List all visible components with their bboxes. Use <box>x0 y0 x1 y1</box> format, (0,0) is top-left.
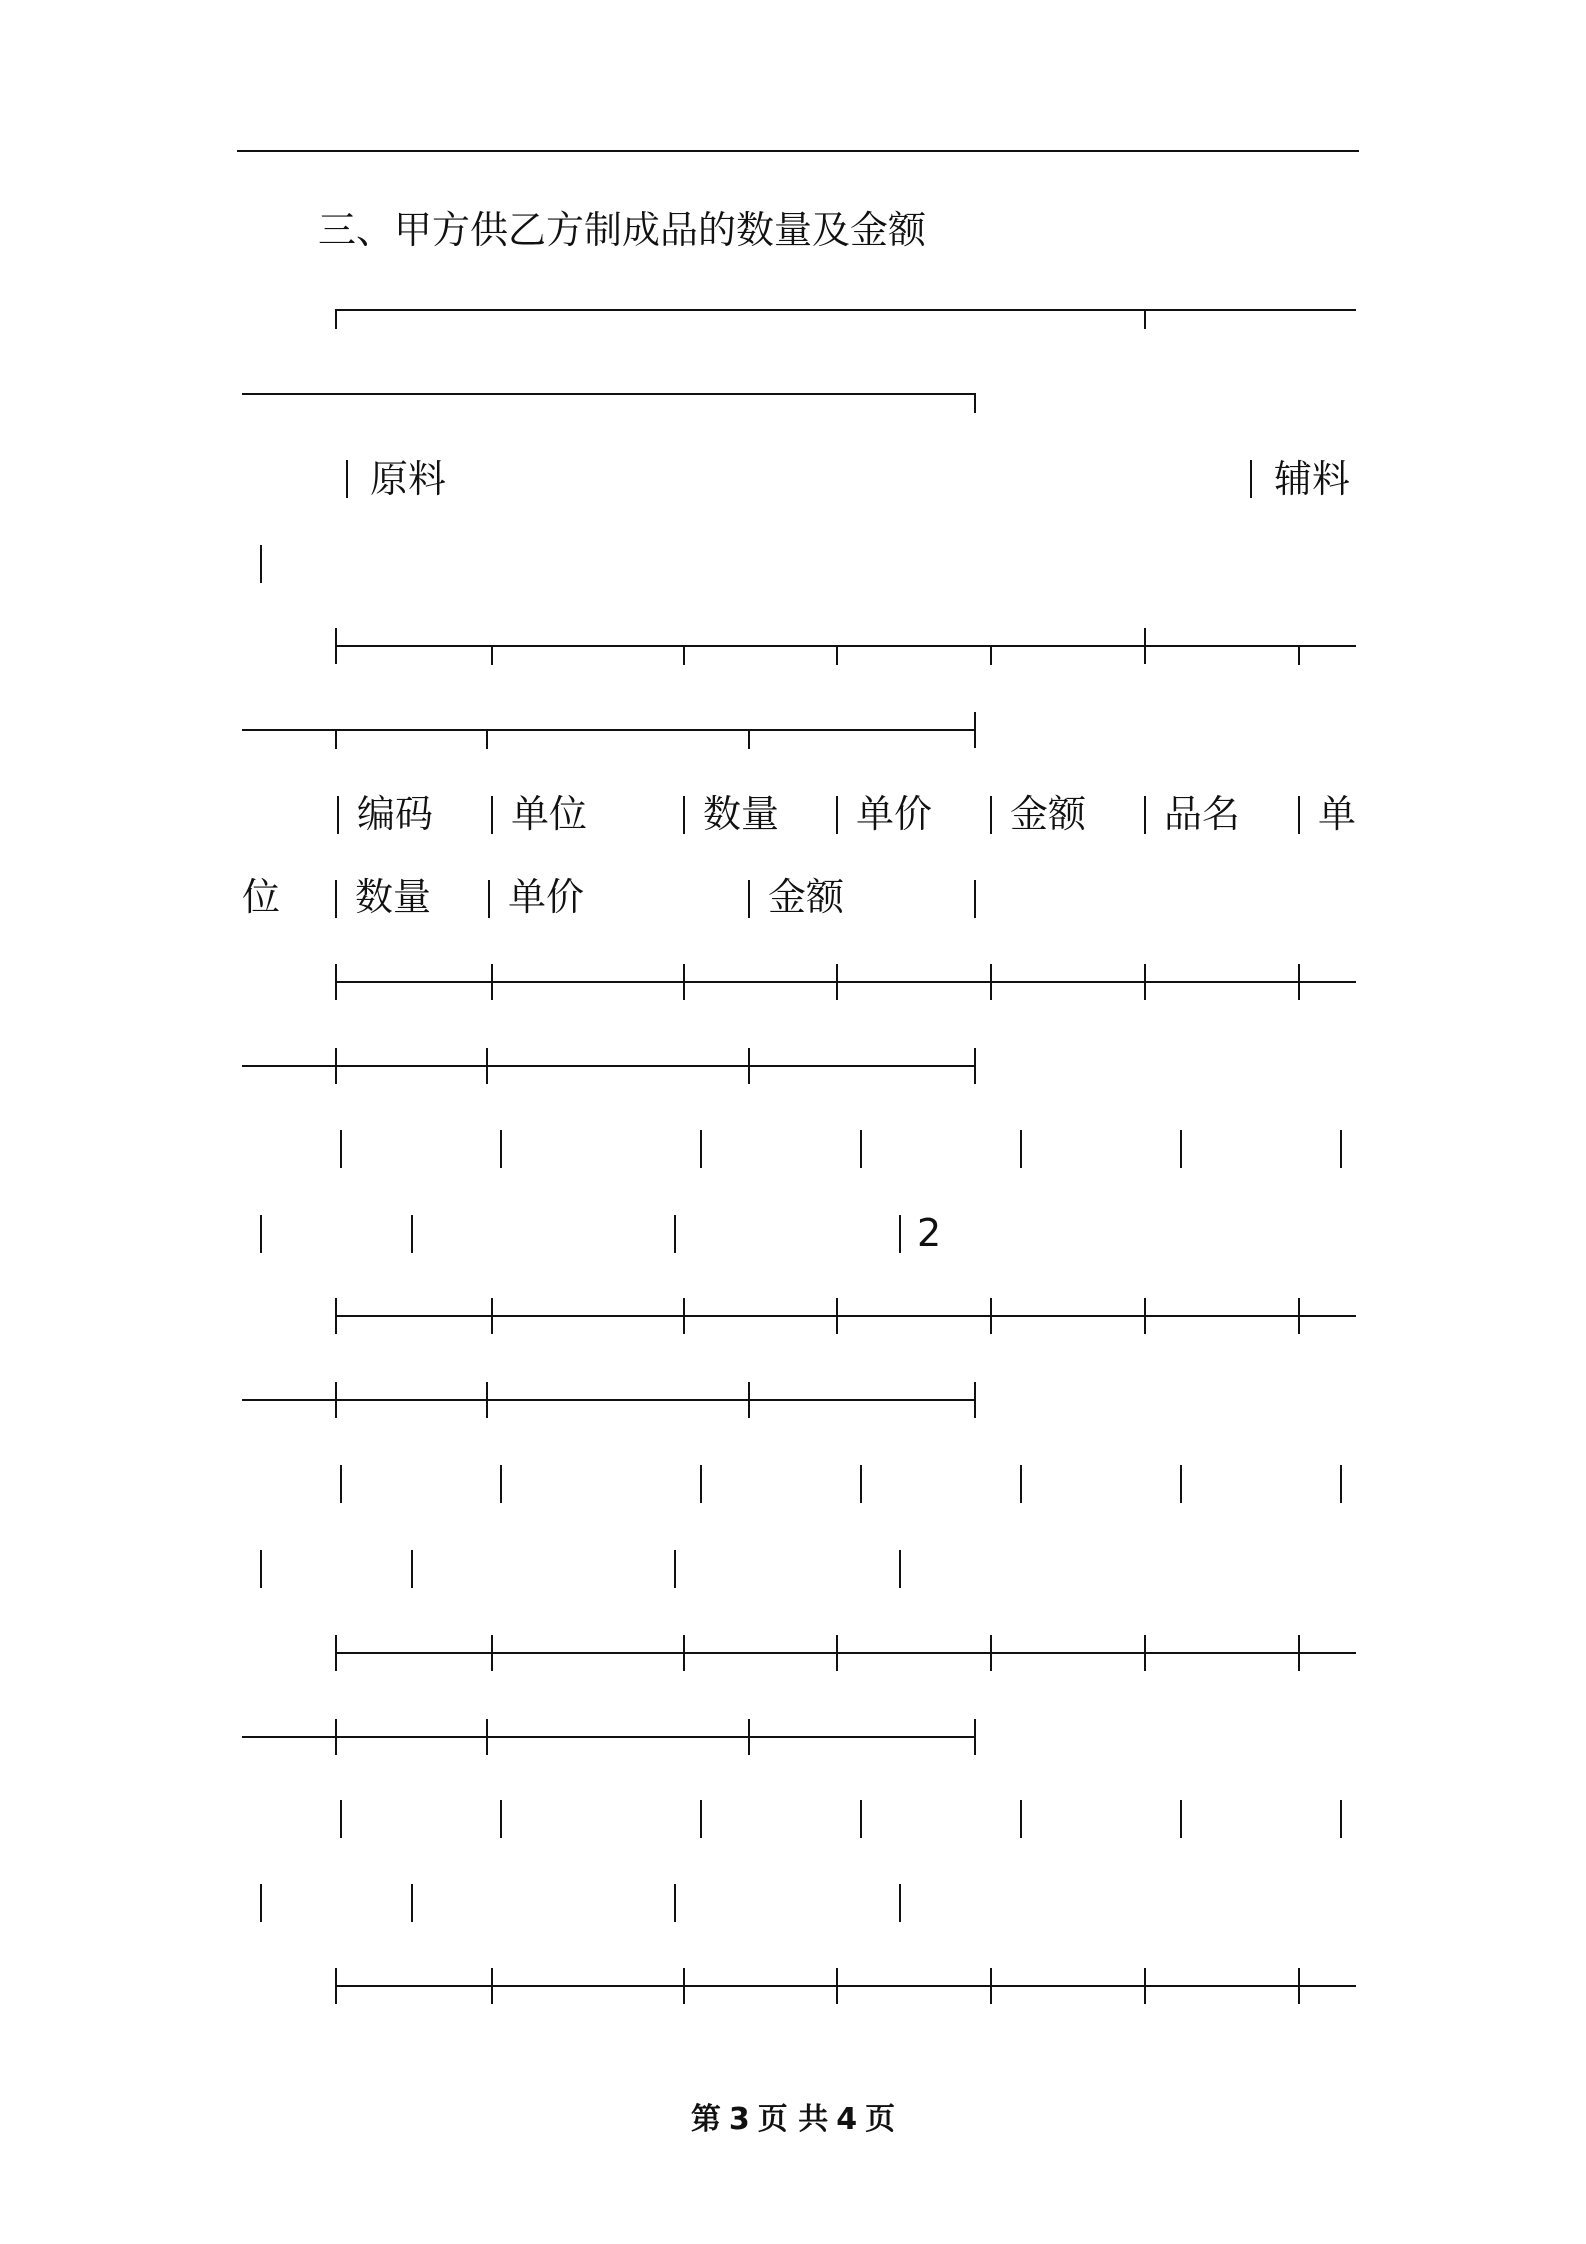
header-rule <box>237 150 1359 152</box>
row-separator <box>335 1315 1356 1317</box>
footer-total-pages: 4 <box>836 2102 858 2137</box>
cell-bar <box>260 1884 262 1922</box>
table-tick <box>491 1298 493 1334</box>
col-header-price-aux: 单价 <box>508 875 585 919</box>
table-tick <box>974 393 976 413</box>
cell-bar <box>340 1800 342 1838</box>
row-separator <box>335 1652 1356 1654</box>
cell-bar <box>1180 1800 1182 1838</box>
cell-bar <box>500 1465 502 1503</box>
col-header-unit: 单位 <box>511 792 588 836</box>
cell-bar <box>1020 1800 1022 1838</box>
table-tick <box>491 1635 493 1671</box>
row-separator-wrap <box>242 1065 975 1067</box>
cell-bar <box>700 1130 702 1168</box>
col-header-quantity-aux: 数量 <box>355 875 432 919</box>
table-tick <box>748 1382 750 1418</box>
row-separator-wrap <box>242 729 975 731</box>
cell-bar <box>674 1884 676 1922</box>
table-tick <box>1144 1968 1146 2004</box>
cell-bar <box>1340 1130 1342 1168</box>
cell-bar <box>683 796 685 834</box>
cell-bar <box>488 880 490 918</box>
cell-bar <box>491 796 493 834</box>
table-tick <box>335 1298 337 1334</box>
cell-bar <box>335 880 337 918</box>
cell-bar <box>411 1884 413 1922</box>
group-aux-material: 辅料 <box>1274 457 1351 501</box>
table-tick <box>974 1048 976 1084</box>
cell-bar <box>860 1465 862 1503</box>
table-tick <box>1144 309 1146 329</box>
table-tick <box>1298 1635 1300 1671</box>
row-separator-wrap <box>242 1399 975 1401</box>
table-tick <box>748 1048 750 1084</box>
table-tick <box>974 1382 976 1418</box>
table-tick <box>1144 1298 1146 1334</box>
table-tick <box>836 964 838 1000</box>
cell-bar <box>260 1550 262 1588</box>
cell-bar <box>836 796 838 834</box>
footer-prefix: 第 <box>690 2102 721 2137</box>
cell-bar <box>899 1215 901 1253</box>
table-tick <box>491 645 493 665</box>
table-tick <box>491 1968 493 2004</box>
table-tick <box>486 1382 488 1418</box>
col-header-unit-aux-end: 位 <box>242 875 281 919</box>
cell-bar <box>899 1884 901 1922</box>
cell-bar <box>1340 1465 1342 1503</box>
table-tick <box>748 1719 750 1755</box>
cell-bar <box>337 796 339 834</box>
cell-bar <box>1340 1800 1342 1838</box>
table-tick <box>1144 1635 1146 1671</box>
row-separator <box>335 645 1356 647</box>
footer-page-number: 3 <box>728 2102 750 2137</box>
table-tick <box>486 729 488 749</box>
cell-bar <box>748 880 750 918</box>
footer-suffix: 页 <box>865 2102 896 2137</box>
cell-bar <box>340 1130 342 1168</box>
table-tick <box>1298 1298 1300 1334</box>
cell-bar <box>260 545 262 583</box>
cell-bar <box>700 1800 702 1838</box>
cell-bar <box>411 1215 413 1253</box>
table-tick <box>990 1298 992 1334</box>
cell-bar <box>674 1550 676 1588</box>
col-header-unit-aux-start: 单 <box>1318 792 1357 836</box>
table-tick <box>335 964 337 1000</box>
cell-bar <box>500 1800 502 1838</box>
table-tick <box>486 1048 488 1084</box>
table-tick <box>683 1298 685 1334</box>
table-tick <box>486 1719 488 1755</box>
cell-bar <box>1020 1465 1022 1503</box>
table-tick <box>683 1635 685 1671</box>
table-tick <box>836 645 838 665</box>
table-corner <box>335 309 337 329</box>
table-tick <box>335 628 337 664</box>
cell-bar <box>1180 1465 1182 1503</box>
page-footer <box>0 2094 1586 2138</box>
cell-bar <box>700 1465 702 1503</box>
table-tick <box>990 1968 992 2004</box>
cell-bar <box>1298 796 1300 834</box>
col-header-amount: 金额 <box>1010 792 1087 836</box>
cell-bar <box>899 1550 901 1588</box>
cell-bar <box>260 1215 262 1253</box>
cell-bar <box>974 880 976 918</box>
table-tick <box>836 1298 838 1334</box>
table-tick <box>683 645 685 665</box>
cell-bar <box>860 1130 862 1168</box>
table-tick <box>1298 964 1300 1000</box>
col-header-price: 单价 <box>856 792 933 836</box>
table-tick <box>335 1048 337 1084</box>
table-tick <box>335 1382 337 1418</box>
cell-bar <box>340 1465 342 1503</box>
table-tick <box>683 1968 685 2004</box>
table-tick <box>990 964 992 1000</box>
table-tick <box>974 712 976 748</box>
table-tick <box>335 1968 337 2004</box>
footer-mid: 页 共 <box>757 2102 829 2137</box>
cell-bar <box>346 460 348 498</box>
table-tick <box>335 729 337 749</box>
table-tick <box>335 1719 337 1755</box>
cell-value: 2 <box>917 1211 942 1255</box>
cell-bar <box>860 1800 862 1838</box>
table-tick <box>748 729 750 749</box>
table-tick <box>836 1968 838 2004</box>
table-tick <box>990 1635 992 1671</box>
table-tick <box>683 964 685 1000</box>
col-header-quantity: 数量 <box>703 792 780 836</box>
table-tick <box>1298 1968 1300 2004</box>
table-tick <box>1298 645 1300 665</box>
table-tick <box>974 1719 976 1755</box>
col-header-amount-aux: 金额 <box>768 875 845 919</box>
table-top-border-wrap <box>242 393 975 395</box>
cell-bar <box>990 796 992 834</box>
col-header-code: 编码 <box>357 792 434 836</box>
row-separator <box>335 1985 1356 1987</box>
table-tick <box>990 645 992 665</box>
row-separator-wrap <box>242 1736 975 1738</box>
cell-bar <box>1144 796 1146 834</box>
table-tick <box>836 1635 838 1671</box>
section-heading: 三、甲方供乙方制成品的数量及金额 <box>318 208 927 252</box>
table-top-border <box>335 309 1356 311</box>
cell-bar <box>1180 1130 1182 1168</box>
cell-bar <box>411 1550 413 1588</box>
cell-bar <box>500 1130 502 1168</box>
row-separator <box>335 981 1356 983</box>
table-tick <box>491 964 493 1000</box>
group-raw-material: 原料 <box>370 457 447 501</box>
col-header-product-name: 品名 <box>1164 792 1241 836</box>
cell-bar <box>1250 460 1252 498</box>
cell-bar <box>1020 1130 1022 1168</box>
cell-bar <box>674 1215 676 1253</box>
table-tick <box>335 1635 337 1671</box>
table-tick <box>1144 628 1146 664</box>
table-tick <box>1144 964 1146 1000</box>
